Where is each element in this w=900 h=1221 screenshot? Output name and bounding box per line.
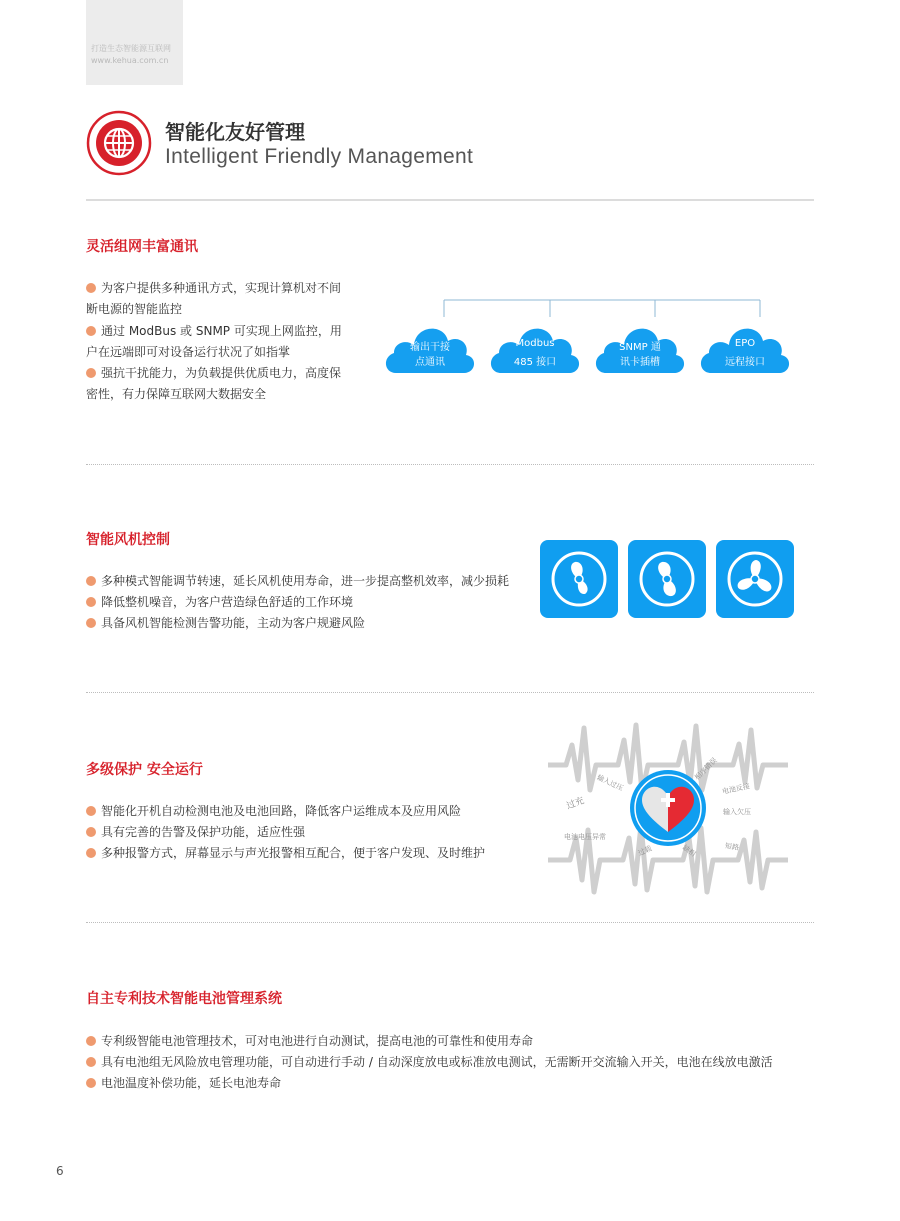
protection-heart-illustration [548, 720, 788, 900]
bullet-dot [86, 326, 96, 336]
bullet-dot [86, 618, 96, 628]
label-overload: 过载 [636, 844, 654, 858]
bullet-dot [86, 1057, 96, 1067]
bullet-item: 多种模式智能调节转速，延长风机使用寿命，进一步提高整机效率，减少损耗 [86, 572, 509, 589]
bullet-item: 为客户提供多种通讯方式，实现计算机对不间 [86, 279, 341, 296]
section-title-protection: 多级保护 安全运行 [86, 762, 203, 778]
cloud-label-line2: 讯卡插槽 [620, 357, 660, 368]
bullet-dot [86, 283, 96, 293]
fan-one-blade-icon [540, 540, 618, 618]
page-title: 智能化友好管理 [165, 120, 305, 144]
fan-three-blade-icon [716, 540, 794, 618]
cloud-snmp [592, 313, 688, 375]
bullet-item: 多种报警方式，屏幕显示与声光报警相互配合，便于客户发现、及时维护 [86, 844, 485, 861]
bullet-dot [86, 806, 96, 816]
bullet-item: 具有完善的告警及保护功能，适应性强 [86, 823, 305, 840]
bullet-item: 强抗干扰能力，为负载提供优质电力，高度保 [86, 364, 341, 381]
cloud-label-line2: 点通讯 [415, 357, 445, 368]
label-battery-voltage-abnormal: 电池电压异常 [564, 833, 606, 841]
bullet-dot [86, 368, 96, 378]
bullet-dot [86, 827, 96, 837]
corner-slogan: 打造生态智能源互联网 [91, 44, 171, 53]
page-number: 6 [56, 1164, 64, 1178]
cloud-epo [697, 313, 793, 375]
label-overcharge: 过充 [565, 796, 586, 812]
label-input-undervoltage: 输入欠压 [723, 808, 751, 816]
cloud-label-line1: Modbus [515, 338, 555, 349]
section-title-communication: 灵活组网丰富通讯 [86, 239, 198, 255]
section-divider [86, 692, 814, 693]
cloud-label-line1: SNMP 通 [619, 342, 661, 353]
globe-icon [86, 110, 152, 176]
bullet-item: 智能化开机自动检测电池及电池回路，降低客户运维成本及应用风险 [86, 802, 461, 819]
fan-two-blade-icon [628, 540, 706, 618]
cloud-modbus [487, 313, 583, 375]
cloud-label-line2: 远程接口 [725, 357, 765, 368]
section-title-fan-control: 智能风机控制 [86, 532, 170, 548]
bullet-dot [86, 848, 96, 858]
page-subtitle: Intelligent Friendly Management [165, 145, 474, 168]
label-input-overvoltage: 输入过压 [595, 773, 625, 793]
bullet-dot [86, 597, 96, 607]
corner-website: www.kehua.com.cn [91, 56, 169, 65]
cloud-dry-contact [382, 313, 478, 375]
bullet-dot [86, 1078, 96, 1088]
bullet-item: 具有电池组无风险放电管理功能，可自动进行手动 / 自动深度放电或标准放电测试，无需断开交流输入开关，电池在线放电激活 [86, 1053, 773, 1070]
section-title-battery-management: 自主专利技术智能电池管理系统 [86, 991, 282, 1007]
bullet-item: 具备风机智能检测告警功能，主动为客户规避风险 [86, 614, 365, 631]
section-divider [86, 464, 814, 465]
corner-tab [86, 0, 183, 85]
label-short-circuit: 短路 [724, 842, 740, 852]
header-divider [86, 199, 814, 201]
cloud-label-line1: EPO [734, 338, 756, 349]
bullet-continuation: 户在远端即可对设备运行状况了如指掌 [86, 345, 291, 359]
heartbeat-lines [548, 720, 788, 900]
section-divider [86, 922, 814, 923]
label-phase-loss: 缺相 [680, 843, 698, 859]
bullet-item: 电池温度补偿功能，延长电池寿命 [86, 1074, 281, 1091]
cloud-label-line1: 输出干接 [410, 342, 450, 353]
bullet-item: 通过 ModBus 或 SNMP 可实现上网监控，用 [86, 322, 342, 339]
bullet-continuation: 密性，有力保障互联网大数据安全 [86, 387, 267, 401]
cloud-label-line2: 485 接口 [513, 357, 557, 368]
bullet-item: 降低整机噪音，为客户营造绿色舒适的工作环境 [86, 593, 353, 610]
bullet-item: 专利级智能电池管理技术，可对电池进行自动测试，提高电池的可靠性和使用寿命 [86, 1032, 533, 1049]
label-battery-reverse: 电池反接 [721, 782, 751, 796]
label-phase-sequence-error: 相序错误 [693, 756, 719, 782]
bullet-dot [86, 1036, 96, 1046]
bullet-continuation: 断电源的智能监控 [86, 302, 183, 316]
bullet-dot [86, 576, 96, 586]
